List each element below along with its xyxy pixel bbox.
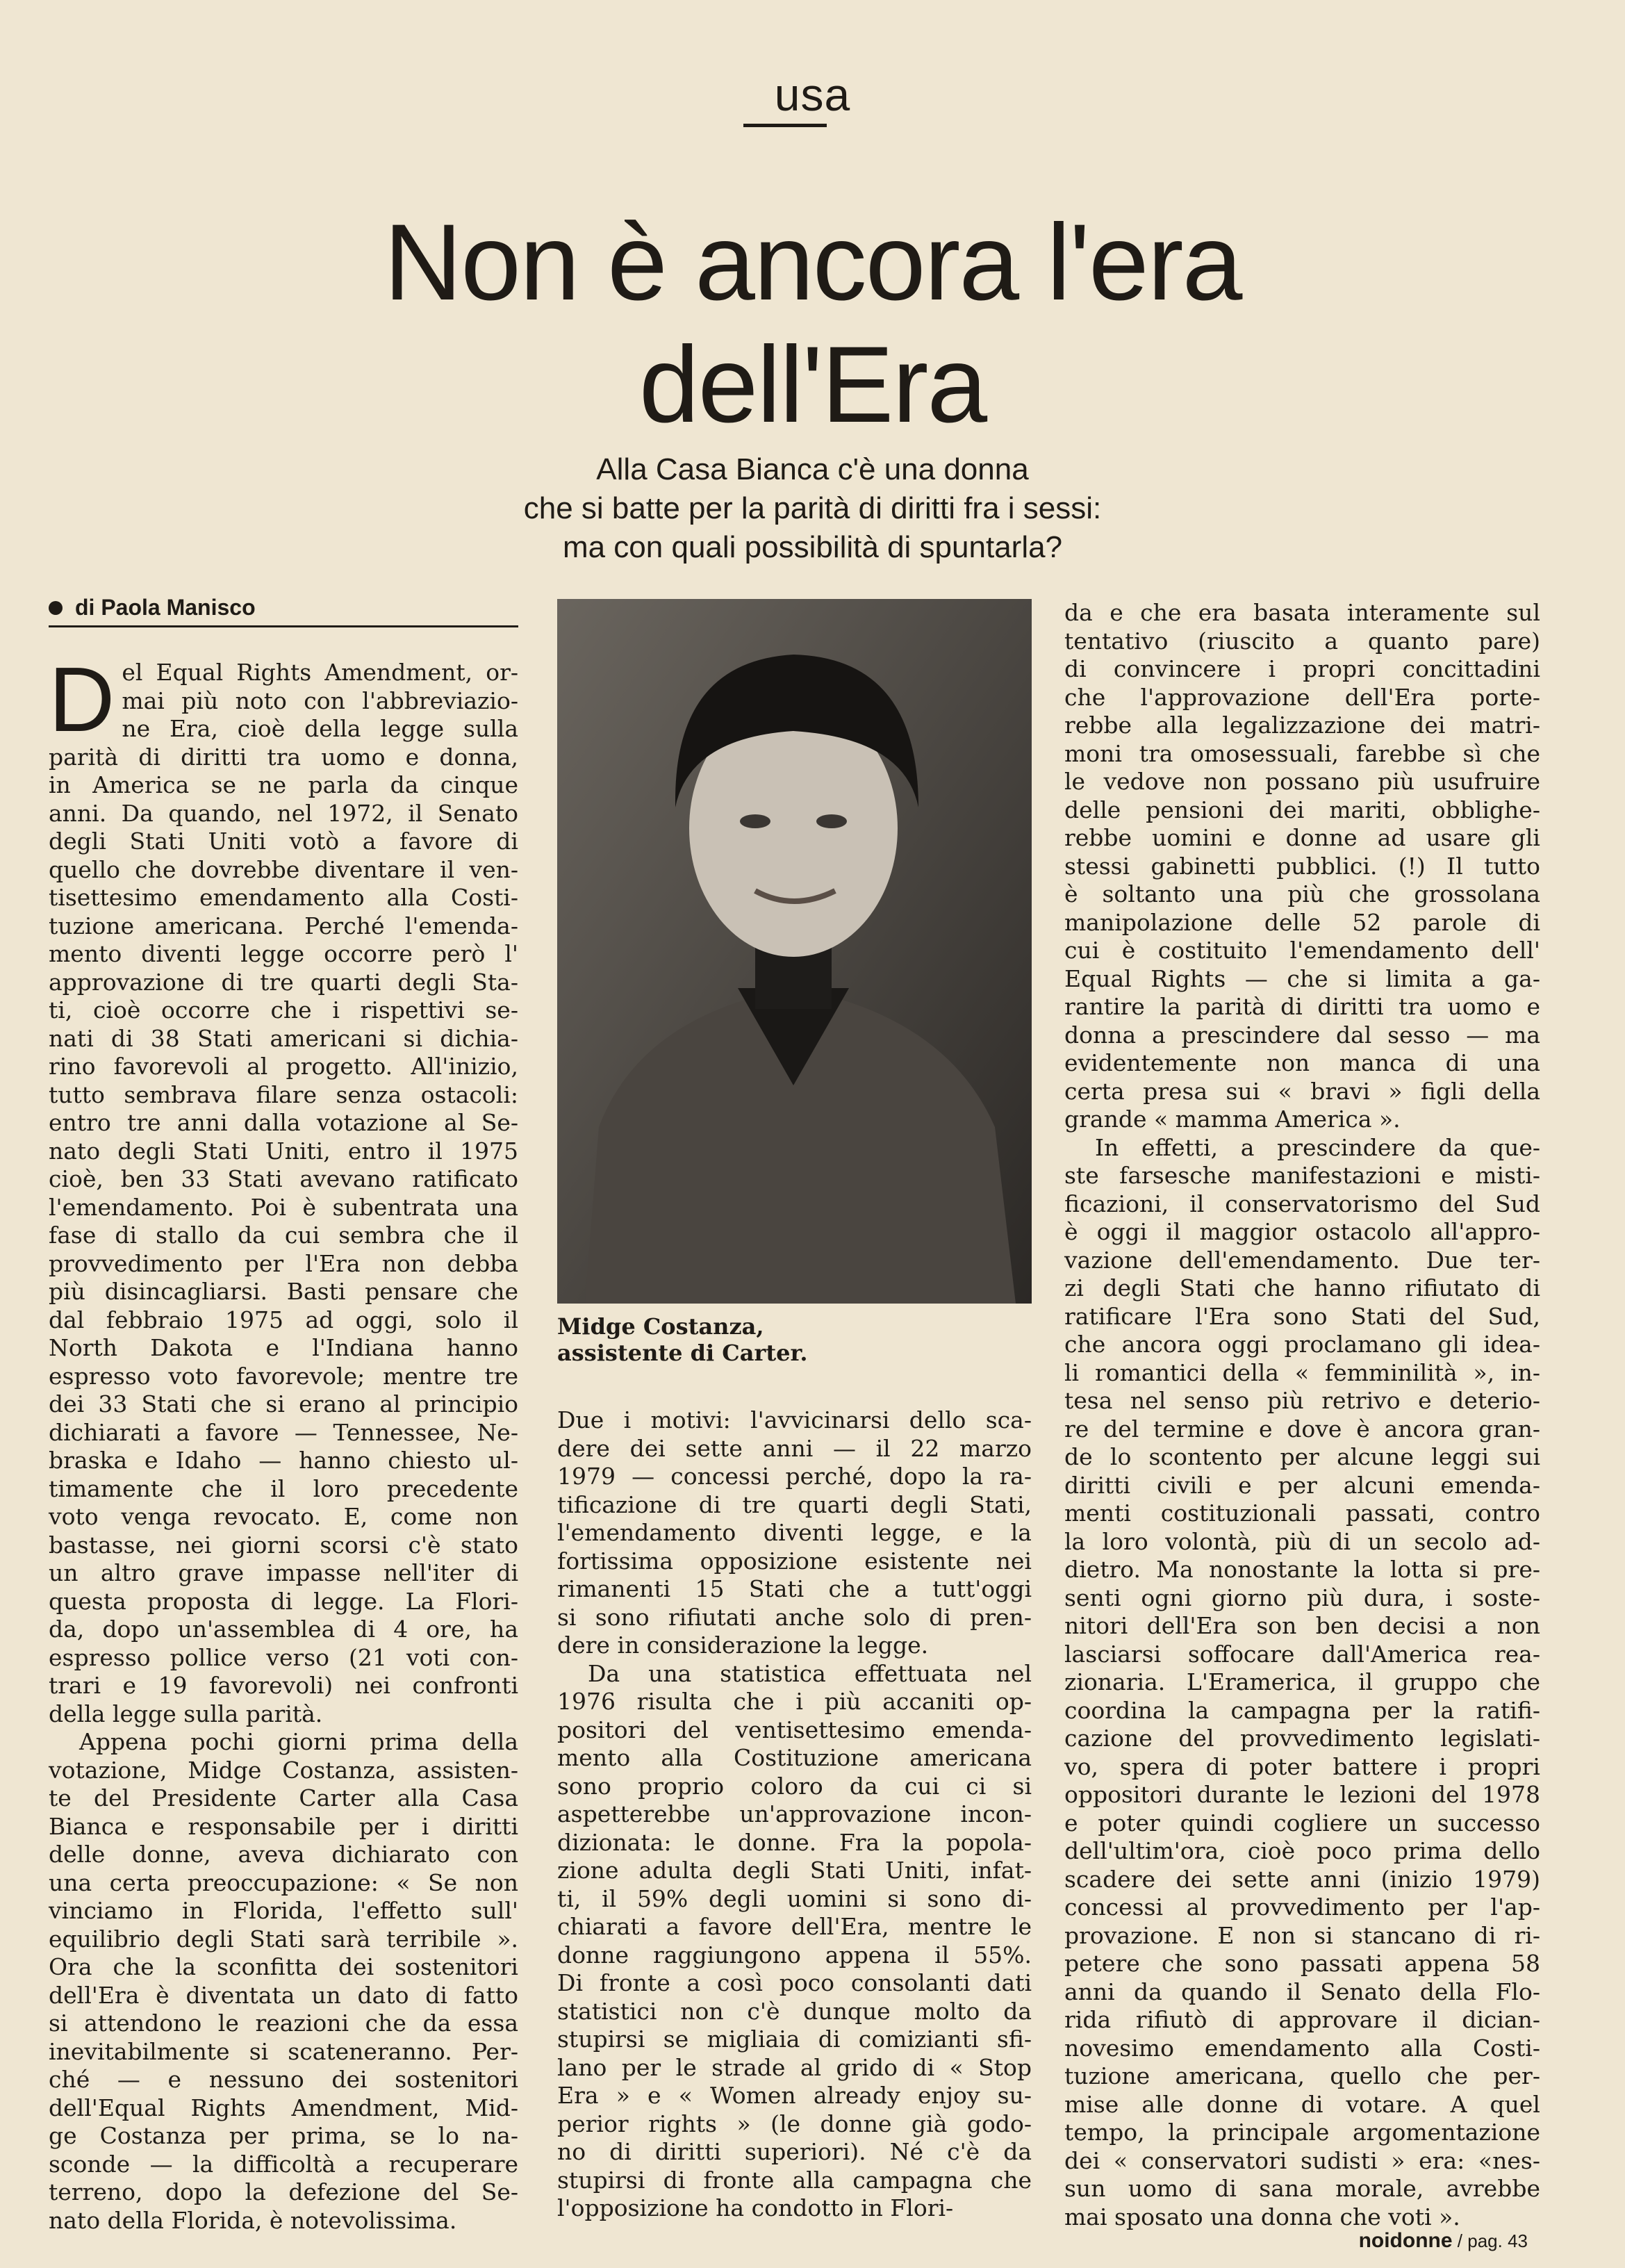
text-line: vazione dell'emendamento. Due ter- bbox=[1064, 1246, 1540, 1274]
text-line: anni da quando il Senato della Flo- bbox=[1064, 1978, 1540, 2005]
text-line: stupirsi se migliaia di comizianti sfi- bbox=[557, 2025, 1032, 2053]
text-line: dichiarati a favore — Tennessee, Ne- bbox=[49, 1418, 518, 1446]
text-line: zionaria. L'Eramerica, il gruppo che bbox=[1064, 1668, 1540, 1695]
text-line: entro tre anni dalla votazione al Se- bbox=[49, 1109, 518, 1136]
text-line: zi degli Stati che hanno rifiutato di bbox=[1064, 1274, 1540, 1301]
text-line: ne Era, cioè della legge sulla bbox=[122, 715, 518, 742]
text-line: cioè, ben 33 Stati avevano ratificato bbox=[49, 1165, 518, 1192]
text-line: da, dopo un'assemblea di 4 ore, ha bbox=[49, 1616, 518, 1643]
text-line: rebbe alla legalizzazione dei matri- bbox=[1064, 712, 1540, 739]
text-line: concessi al provvedimento per l'ap- bbox=[1064, 1893, 1540, 1921]
text-line: provvedimento per l'Era non debba bbox=[49, 1249, 518, 1277]
text-line: manipolazione delle 52 parole di bbox=[1064, 908, 1540, 936]
text-line: tisettesimo emendamento alla Costi- bbox=[49, 884, 518, 911]
text-line: dal febbraio 1975 ad oggi, solo il bbox=[49, 1306, 518, 1333]
text-line: positori del ventisettesimo emenda- bbox=[557, 1716, 1032, 1743]
photo-caption bbox=[557, 1313, 1032, 1366]
text-line: espresso pollice verso (21 voti con- bbox=[49, 1643, 518, 1671]
paragraph bbox=[49, 648, 518, 1728]
text-line: parità di diritti tra uomo e donna, bbox=[49, 743, 518, 771]
text-line: si sono rifiutati anche solo di pren- bbox=[557, 1603, 1032, 1631]
headline-line-1: Non è ancora l'era bbox=[383, 202, 1242, 323]
text-line: in America se ne parla da cinque bbox=[49, 771, 518, 798]
text-line: tesa nel senso più retrivo e deterio- bbox=[1064, 1387, 1540, 1414]
text-line: che ancora oggi proclamano gli idea- bbox=[1064, 1331, 1540, 1358]
text-line: delle pensioni dei mariti, obblighe- bbox=[1064, 796, 1540, 823]
text-line: più disincagliarsi. Basti pensare che bbox=[49, 1278, 518, 1305]
text-line: tuzione americana, quello che per- bbox=[1064, 2062, 1540, 2089]
text-line: è soltanto una più che grossolana bbox=[1064, 880, 1540, 907]
text-line: espresso voto favorevole; mentre tre bbox=[49, 1362, 518, 1390]
paragraph bbox=[1064, 599, 1540, 1134]
byline-rule bbox=[49, 625, 518, 627]
text-line: tempo, la principale argomentazione bbox=[1064, 2119, 1540, 2146]
text-line: le vedove non possano più usufruire bbox=[1064, 768, 1540, 795]
section-label: usa bbox=[774, 69, 851, 120]
text-line: ché — e nessuno dei sostenitori bbox=[49, 2066, 518, 2093]
text-line: In effetti, a prescindere da que- bbox=[1095, 1133, 1540, 1161]
text-line: donne raggiungono appena il 55%. bbox=[557, 1941, 1032, 1969]
text-line: rimanenti 15 Stati che a tutt'oggi bbox=[557, 1575, 1032, 1602]
text-line: voto venga revocato. E, come non bbox=[49, 1503, 518, 1530]
text-line: perior rights » (le donne già godo- bbox=[557, 2110, 1032, 2137]
text-line: fase di stallo da cui sembra che il bbox=[49, 1222, 518, 1249]
text-line: di convincere i propri concittadini bbox=[1064, 655, 1540, 682]
text-line: tutto sembrava filare senza ostacoli: bbox=[49, 1080, 518, 1108]
text-line: timamente che il loro precedente bbox=[49, 1474, 518, 1502]
portrait-photo bbox=[557, 599, 1032, 1304]
text-line: stessi gabinetti pubblici. (!) Il tutto bbox=[1064, 852, 1540, 880]
text-line: bastasse, nei giorni scorsi c'è stato bbox=[49, 1531, 518, 1559]
text-line: menti costituzionali passati, contro bbox=[1064, 1499, 1540, 1527]
text-line: è oggi il maggior ostacolo all'appro- bbox=[1064, 1218, 1540, 1245]
deck-line: ma con quali possibilità di spuntarla? bbox=[562, 530, 1063, 564]
article-column-1 bbox=[49, 648, 518, 2235]
text-line: questa proposta di legge. La Flori- bbox=[49, 1587, 518, 1615]
caption-line: assistente di Carter. bbox=[557, 1340, 808, 1366]
text-line: North Dakota e l'Indiana hanno bbox=[49, 1334, 518, 1361]
paragraph bbox=[557, 1660, 1032, 2223]
text-line: dei 33 Stati che si erano al principio bbox=[49, 1390, 518, 1418]
text-line: chiarati a favore dell'Era, mentre le bbox=[557, 1913, 1032, 1940]
text-line: votazione, Midge Costanza, assisten- bbox=[49, 1756, 518, 1784]
deck-line: che si batte per la parità di diritti fra i sessi: bbox=[523, 491, 1102, 525]
text-line: rino favorevoli al progetto. All'inizio, bbox=[49, 1053, 518, 1080]
text-line: moni tra omosessuali, farebbe sì che bbox=[1064, 739, 1540, 767]
text-line: cui è costituito l'emendamento dell' bbox=[1064, 937, 1540, 964]
text-line: sconde — la difficoltà a recuperare bbox=[49, 2150, 518, 2178]
text-line: tuzione americana. Perché l'emenda- bbox=[49, 912, 518, 939]
text-line: dizionata: le donne. Fra la popola- bbox=[557, 1828, 1032, 1856]
text-line: Bianca e responsabile per i diritti bbox=[49, 1812, 518, 1840]
text-line: mento diventi legge occorre però l' bbox=[49, 940, 518, 967]
text-line: mento alla Costituzione americana bbox=[557, 1744, 1032, 1771]
text-line: equilibrio degli Stati sarà terribile ». bbox=[49, 1925, 518, 1953]
caption-line: Midge Costanza, bbox=[557, 1313, 764, 1340]
text-line: nati di 38 Stati americani si dichia- bbox=[49, 1024, 518, 1052]
text-line: mai più noto con l'abbreviazio- bbox=[122, 687, 518, 714]
text-line: dell'Era è diventata un dato di fatto bbox=[49, 1981, 518, 2009]
text-line: li romantici della « femminilità », in- bbox=[1064, 1358, 1540, 1386]
text-line: ti, il 59% degli uomini si sono di- bbox=[557, 1884, 1032, 1912]
text-line: dei « conservatori sudisti » era: «nes- bbox=[1064, 2146, 1540, 2174]
text-line: ficazioni, il conservatorismo del Sud bbox=[1064, 1190, 1540, 1217]
byline-text: di Paola Manisco bbox=[75, 595, 256, 620]
text-line: ste farsesche manifestazioni e misti- bbox=[1064, 1162, 1540, 1189]
headline bbox=[0, 202, 1625, 446]
drop-cap: D bbox=[49, 648, 115, 750]
text-line: l'opposizione ha condotto in Flori- bbox=[557, 2194, 954, 2221]
text-line: Due i motivi: l'avvicinarsi dello sca- bbox=[557, 1406, 1032, 1433]
text-line: dere dei sette anni — il 22 marzo bbox=[557, 1434, 1032, 1462]
text-line: dell'Equal Rights Amendment, Mid- bbox=[49, 2094, 518, 2121]
text-line: ti, cioè occorre che i rispettivi se- bbox=[49, 996, 518, 1024]
text-line: stupirsi di fronte alla campagna che bbox=[557, 2166, 1032, 2194]
text-line: dell'ultim'ora, cioè poco prima dello bbox=[1064, 1837, 1540, 1864]
text-line: cazione del provvedimento legislati- bbox=[1064, 1725, 1540, 1752]
text-line: aspetterebbe un'approvazione incon- bbox=[557, 1800, 1032, 1827]
text-line: senti ogni giorno più dura, i soste- bbox=[1064, 1584, 1540, 1611]
text-line: mise alle donne di votare. A quel bbox=[1064, 2090, 1540, 2118]
text-line: provazione. E non si stancano di ri- bbox=[1064, 1921, 1540, 1949]
text-line: statistici non c'è dunque molto da bbox=[557, 1997, 1032, 2025]
text-line: tificazione di tre quarti degli Stati, bbox=[557, 1490, 1032, 1518]
deck-line: Alla Casa Bianca c'è una donna bbox=[596, 452, 1029, 486]
text-line: Di fronte a così poco consolanti dati bbox=[557, 1969, 1032, 1996]
text-line: vinciamo in Florida, l'effetto sull' bbox=[49, 1897, 518, 1924]
paragraph bbox=[1064, 1134, 1540, 2232]
text-line: scadere dei sette anni (inizio 1979) bbox=[1064, 1865, 1540, 1893]
article-column-3 bbox=[1064, 599, 1540, 2231]
text-line: che l'approvazione dell'Era porte- bbox=[1064, 683, 1540, 711]
text-line: degli Stati Uniti votò a favore di bbox=[49, 828, 518, 855]
portrait-illustration bbox=[557, 599, 1032, 1304]
text-line: donna a prescindere dal sesso — ma bbox=[1064, 1021, 1540, 1049]
text-line: una certa preoccupazione: « Se non bbox=[49, 1868, 518, 1896]
text-line: oppositori durante le lezioni del 1978 bbox=[1064, 1781, 1540, 1808]
text-line: ratificare l'Era sono Stati del Sud, bbox=[1064, 1302, 1540, 1330]
section-underline bbox=[743, 124, 827, 127]
page-footer bbox=[1359, 2229, 1528, 2253]
text-line: zione adulta degli Stati Uniti, infat- bbox=[557, 1857, 1032, 1884]
text-line: sun uomo di sana morale, avrebbe bbox=[1064, 2175, 1540, 2202]
text-line: trari e 19 favorevoli) nei confronti bbox=[49, 1672, 518, 1699]
text-line: anni. Da quando, nel 1972, il Senato bbox=[49, 799, 518, 827]
text-line: fortissima opposizione esistente nei bbox=[557, 1547, 1032, 1575]
paragraph bbox=[49, 1728, 518, 2235]
text-line: della legge sulla parità. bbox=[49, 1700, 323, 1727]
text-line: nitori dell'Era son ben decisi a non bbox=[1064, 1612, 1540, 1639]
bullet-icon bbox=[49, 601, 63, 615]
article-column-2 bbox=[557, 1406, 1032, 2223]
text-line: diritti civili e per alcuni emenda- bbox=[1064, 1471, 1540, 1499]
text-line: el Equal Rights Amendment, or- bbox=[122, 659, 518, 686]
text-line: e poter quindi cogliere un successo bbox=[1064, 1809, 1540, 1836]
text-line: dietro. Ma nonostante la lotta si pre- bbox=[1064, 1556, 1540, 1583]
text-line: approvazione di tre quarti degli Sta- bbox=[49, 968, 518, 996]
text-line: grande « mamma America ». bbox=[1064, 1106, 1401, 1133]
text-line: coordina la campagna per la ratifi- bbox=[1064, 1696, 1540, 1724]
text-line: rida rifiutò di approvare il dician- bbox=[1064, 2006, 1540, 2033]
text-line: braska e Idaho — hanno chiesto ul- bbox=[49, 1447, 518, 1474]
magazine-brand: noidonne bbox=[1358, 2229, 1453, 2252]
text-line: no di diritti superiori). Né c'è da bbox=[557, 2138, 1032, 2165]
text-line: Appena pochi giorni prima della bbox=[79, 1728, 518, 1755]
text-line: terreno, dopo la defezione del Se- bbox=[49, 2178, 518, 2205]
text-line: 1976 risulta che i più accaniti op- bbox=[557, 1688, 1032, 1715]
text-line: 1979 — concessi perché, dopo la ra- bbox=[557, 1463, 1032, 1490]
text-line: l'emendamento diventi legge, e la bbox=[557, 1519, 1032, 1546]
text-line: novesimo emendamento alla Costi- bbox=[1064, 2034, 1540, 2062]
byline bbox=[49, 595, 518, 621]
text-line: Era » e « Women already enjoy su- bbox=[557, 2082, 1032, 2109]
text-line: mai sposato una donna che voti ». bbox=[1064, 2203, 1460, 2230]
text-line: lasciarsi soffocare dall'America rea- bbox=[1064, 1640, 1540, 1668]
headline-line-2: dell'Era bbox=[638, 324, 987, 445]
text-line: vo, spera di poter battere i propri bbox=[1064, 1752, 1540, 1780]
text-line: de lo scontento per alcune leggi sui bbox=[1064, 1443, 1540, 1470]
text-line: te del Presidente Carter alla Casa bbox=[49, 1784, 518, 1811]
text-line: Ora che la sconfitta dei sostenitori bbox=[49, 1953, 518, 1980]
text-line: rebbe uomini e donne ad usare gli bbox=[1064, 824, 1540, 851]
text-line: da e che era basata interamente sul bbox=[1064, 599, 1540, 626]
page-number: pag. 43 bbox=[1467, 2230, 1528, 2251]
text-line: certa presa sui « bravi » figli della bbox=[1064, 1077, 1540, 1105]
text-line: nato della Florida, è notevolissima. bbox=[49, 2206, 457, 2234]
text-line: evidentemente non manca di una bbox=[1064, 1049, 1540, 1076]
text-line: ge Costanza per prima, se lo na- bbox=[49, 2122, 518, 2149]
text-line: Equal Rights — che si limita a ga- bbox=[1064, 964, 1540, 992]
deck-subtitle bbox=[0, 450, 1625, 567]
text-line: lano per le strade al grido di « Stop bbox=[557, 2053, 1032, 2081]
text-line: Da una statistica effettuata nel bbox=[588, 1659, 1032, 1687]
text-line: delle donne, aveva dichiarato con bbox=[49, 1841, 518, 1868]
text-line: tentativo (riuscito a quanto pare) bbox=[1064, 627, 1540, 655]
text-line: un altro grave impasse nell'iter di bbox=[49, 1559, 518, 1586]
text-line: petere che sono passati appena 58 bbox=[1064, 1950, 1540, 1977]
text-line: rantire la parità di diritti tra uomo e bbox=[1064, 993, 1540, 1020]
text-line: nato degli Stati Uniti, entro il 1975 bbox=[49, 1137, 518, 1165]
text-line: si attendono le reazioni che da essa bbox=[49, 2010, 518, 2037]
text-line: l'emendamento. Poi è subentrata una bbox=[49, 1193, 518, 1221]
text-line: dere in considerazione la legge. bbox=[557, 1632, 929, 1659]
text-line: quello che dovrebbe diventare il ven- bbox=[49, 855, 518, 883]
footer-separator: / bbox=[1457, 2230, 1463, 2251]
text-line: re del termine e dove è ancora gran- bbox=[1064, 1415, 1540, 1443]
paragraph bbox=[557, 1406, 1032, 1660]
text-line: sono proprio coloro da cui ci si bbox=[557, 1772, 1032, 1800]
text-line: inevitabilmente si scateneranno. Per- bbox=[49, 2037, 518, 2065]
text-line: la loro volontà, più di un secolo ad- bbox=[1064, 1527, 1540, 1555]
